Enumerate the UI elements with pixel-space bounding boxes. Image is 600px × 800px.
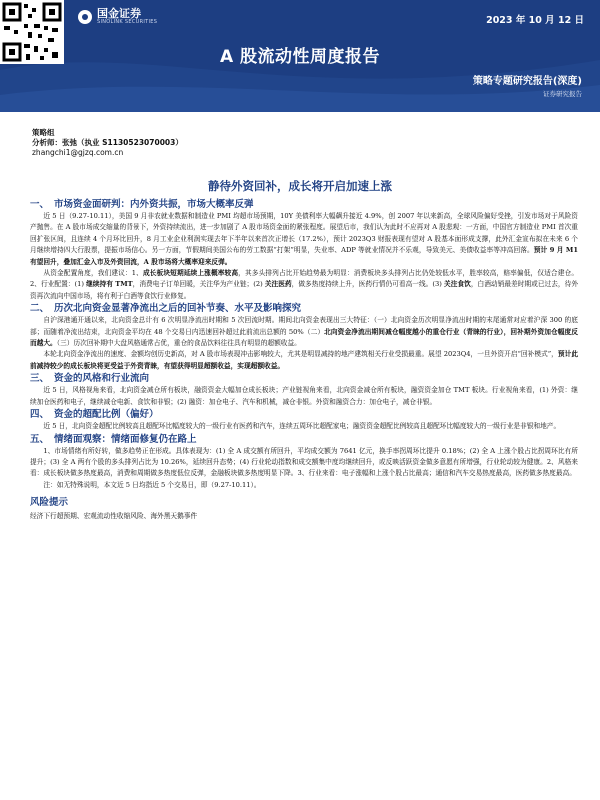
paragraph <box>30 446 578 480</box>
analyst-group: 策略组 <box>32 128 55 137</box>
bold-text-run: 关注食饮 <box>444 280 471 289</box>
text-run: ，消费电子订单回暖，关注华为产业链；(2) <box>132 280 265 289</box>
risk-text: 经济下行超预期、宏观流动性收缩风险、海外黑天鹅事件 <box>30 512 198 521</box>
logo-mark-icon <box>78 10 92 24</box>
section-number: 三、 <box>30 373 50 385</box>
report-department: 证券研究报告 <box>543 90 582 98</box>
bold-text-run: 关注医药 <box>264 280 292 289</box>
paragraph <box>30 315 578 349</box>
section-number: 五、 <box>30 433 50 445</box>
section-heading <box>30 373 578 385</box>
analyst-info <box>32 128 183 158</box>
bold-text-run: 预计 9 月 M1 有望回升，叠加汇金入市及外资回流，A 股市场将大概率迎来反弹。 <box>30 246 578 266</box>
section-heading <box>30 199 578 211</box>
section-number: 二、 <box>30 303 50 315</box>
text-run: （三）历次回补期中大盘风格通常占优，重仓的食品饮料往往具有明显的超额收益。 <box>56 339 301 348</box>
paragraph <box>30 385 578 408</box>
section-heading <box>30 409 578 421</box>
report-type: 策略专题研究报告(深度) <box>472 76 582 87</box>
section-heading <box>30 303 578 315</box>
risk-heading: 风险提示 <box>30 497 69 509</box>
report-title: A 股流动性周度报告 <box>219 47 381 67</box>
section-title: 历次北向资金显著净流出之后的回补节奏、水平及影响探究 <box>54 303 302 315</box>
section-heading <box>30 434 578 446</box>
paragraph <box>30 211 578 268</box>
text-run: ，白酒动销最差时期或已过去，待外资再次流向中国市场，将有利于白酒等食饮行业修复。 <box>30 280 579 300</box>
paragraph <box>30 421 578 432</box>
bold-text-run: 北向资金净流出期间减仓幅度越小的重仓行业（青睐的行业），回补期外资加仓幅度反而越大。 <box>30 327 578 348</box>
analyst-email: zhangchi1@gjzq.com.cn <box>32 148 124 157</box>
section-number: 一、 <box>30 199 50 210</box>
text-run: 本轮北向资金净流出的速度、金额均创历史新高，对 A 股市场表现冲击影响较大，尤其是明显减持的地产建筑相关行业受损最重。展望 2023Q4，一旦外资开启“回补模式”， <box>43 350 558 359</box>
paragraph <box>30 349 578 372</box>
paragraph <box>30 480 578 491</box>
logo-chinese-name: 国金证券 <box>97 7 141 20</box>
text-run: 注：如无特殊说明，本文近 5 日均指近 5 个交易日，即（9.27-10.11）。 <box>43 480 261 489</box>
bold-text-run: 继续持有 TMT <box>86 280 133 289</box>
section-title: 市场资金面研判：内外资共振，市场大概率反弹 <box>54 199 254 210</box>
text-run: 自沪深港通开通以来，北向资金总计有 6 次明显净流出时期和 5 次回流时期。期间北向资金表现出三大特征：（一）北向资金历次明显净流出时期的末尾通常对应着沪深 300 的底部；而随着净流出结束，北向资金平均在 48 个交易日内迅速回补超过此前流出总额的 50%（二） <box>30 316 578 336</box>
report-headline: 静待外资回补，成长将开启加速上涨 <box>208 179 392 193</box>
report-body <box>30 198 578 522</box>
paragraph <box>30 268 578 302</box>
report-date: 2023 年 10 月 12 日 <box>486 15 584 26</box>
text-run: 近 5 日（9.27-10.11），美国 9 月非农就业数据和制造业 PMI 均超市场预期，10Y 美债利率大幅飙升接近 4.9%，创 2007 年以来新高，全球风险偏好受挫，引发市场对于风险资产抛售。在 A 股市场成交缩量的背景下，外资持续流出，进一步加剧了 A 股市场资金面的紧张程度。展望后市，我们认为此时不应再对 A 股悲观：一方面，中国官方制造业 PMI 首次重回扩张区间，且连续 4 个月环比回升，8 月工业企业利润实现去年下半年以来首次正增长（17.2%），预计 2023Q3 财报表现有望对 A 股基本面形成支撑，此外汇金宣布拟在未来 6 个月继续增持四大行股票，提振市场信心。另一方面，节假期间美国公布的劳工数据“打架”明显，失业率、ADP 等就业情况并不乐观，导致美元、美债收益率等冲高回落。 <box>30 212 578 255</box>
bold-text-run: 成长板块短期延续上涨概率较高 <box>142 269 239 278</box>
text-run: 从资金配置角度，我们建议：1、 <box>43 269 143 278</box>
report-header <box>0 0 600 112</box>
logo-english-name: SINOLINK SECURITIES <box>97 19 158 25</box>
bold-text-run: 预计此前减持较少的成长板块将更受益于外资青睐，有望获得明显超额收益，实现超额收益。 <box>30 350 579 370</box>
section-title: 资金的风格和行业流向 <box>54 373 150 385</box>
company-logo <box>78 8 157 25</box>
section-title: 情绪面观察：情绪面修复仍在路上 <box>54 433 197 445</box>
text-run: ，做多热度持续上升，医药行情仍可看高一线。(3) <box>291 280 444 289</box>
text-run: 近 5 日，风格视角来看，北向资金减仓所有板块，融资资金大幅加仓成长板块；产业链视角来看，北向资金减仓所有板块，融资资金加仓 TMT 板块。行业视角来看，(1) 外资：继续加仓医药和电子，继续减仓电新、食饮和非银；(2) 融资：加仓电子、汽车和机械，减仓非银。外资和融资合力：加仓电子，减仓非银。 <box>30 386 578 406</box>
section-title: 资金的超配比例（偏好） <box>54 409 159 421</box>
text-run: ，其多头排列占比开始趋势最为明显：消费板块多头排列占比仍处较低水平，胜率较高，赔率偏低，仅适合建仓。2、行业配置：(1) <box>30 269 579 289</box>
text-run: 近 5 日，北向资金超配比例较高且超配环比幅度较大的一级行业有医药和汽车，连续五周环比超配家电；融资资金超配比例较高且超配环比幅度较大的一级行业是非银和地产。 <box>43 422 561 431</box>
text-run: 1、市场情绪有所好转，做多趋势正在形成。具体表现为：(1) 全 A 成交额有所回升，平均成交额为 7641 亿元，换手率拐周环比提升 0.18%；(2) 全 A 上涨个股占比拐周环比有所提升；(3) 全 A 两有个股的多头排列占比为 10.26%，延续回升态势；(4) 行业轮动指数和成交额集中度均继续回升，或反映活跃资金做多意愿有所增强，行业轮动较为健康。2、风格来看：成长板块做多热度最高，消费和周期做多热度低位反弹，金融板块做多热度明显下降。3、行业来看：电子涨幅和上涨个股占比最高；通信和汽车交易热度最高，医药做多热度最高。 <box>30 446 578 478</box>
section-number: 四、 <box>30 409 50 421</box>
analyst-name: 分析师：张弛（执业 S1130523070003） <box>32 138 183 147</box>
